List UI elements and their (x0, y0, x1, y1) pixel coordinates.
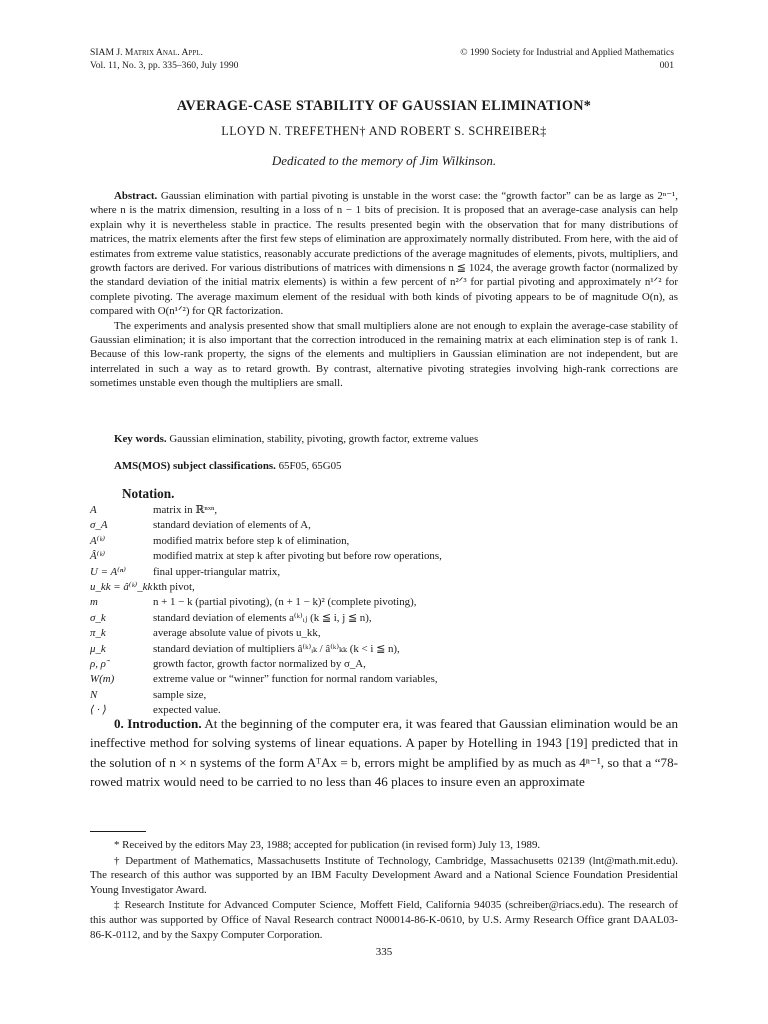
notation-definition: modified matrix before step k of elimination, (153, 534, 350, 547)
footnote-author-2: ‡ Research Institute for Advanced Computer Science, Moffett Field, California 94035 (schreiber@riacs.edu). The research of this author was supported by Office of Naval Research contract N00014-86-K-0610, by U.S. Army Research Office grant DAAL03-86-K-0112, and by the Saxpy Computer Corporation. (90, 899, 678, 941)
notation-definition: average absolute value of pivots u_kk, (153, 627, 321, 640)
notation-definition: standard deviation of elements a⁽ᵏ⁾ᵢⱼ (k ≦ i, j ≦ n), (153, 611, 372, 624)
notation-definition: expected value. (153, 704, 221, 717)
paper-title: AVERAGE-CASE STABILITY OF GAUSSIAN ELIMINATION* (176, 98, 592, 114)
notation-row (90, 565, 442, 580)
introduction-paragraph (90, 714, 678, 791)
notation-heading: Notation. (122, 486, 175, 501)
section-heading: 0. Introduction. (114, 716, 202, 731)
abstract-label: Abstract. (114, 190, 158, 202)
footnote-rule (90, 831, 146, 832)
notation-row (90, 518, 442, 533)
notation-definition: growth factor, growth factor normalized by σ_A, (153, 657, 366, 670)
dedication: Dedicated to the memory of Jim Wilkinson. (271, 153, 497, 168)
footnotes (90, 838, 678, 943)
abstract-paragraph-1 (90, 189, 678, 319)
ams-classification (114, 460, 342, 472)
notation-definition: n + 1 − k (partial pivoting), (n + 1 − k)² (complete pivoting), (153, 596, 417, 609)
notation-symbol: A⁽ᵏ⁾ (90, 534, 106, 547)
notation-symbol: μ_k (90, 642, 106, 655)
journal-volume: Vol. 11, No. 3, pp. 335–360, July 1990 (90, 60, 239, 71)
notation-row (90, 580, 442, 595)
notation-symbol: Â⁽ᵏ⁾ (90, 550, 106, 563)
notation-definition: sample size, (153, 688, 207, 701)
copyright-line: © 1990 Society for Industrial and Applied Mathematics (460, 47, 674, 58)
notation-row (90, 626, 442, 641)
notation-definition: extreme value or “winner” function for normal random variables, (153, 673, 438, 686)
notation-definition: final upper-triangular matrix, (153, 565, 281, 578)
notation-definition: kth pivot, (153, 580, 195, 593)
notation-row (90, 657, 442, 672)
notation-symbol: u_kk = â⁽ᵏ⁾_kk (90, 580, 153, 593)
article-code: 001 (659, 60, 674, 71)
journal-name: SIAM J. Matrix Anal. Appl. (90, 47, 203, 58)
paper-authors: LLOYD N. TREFETHEN† AND ROBERT S. SCHREIBER‡ (221, 124, 547, 138)
notation-definition: matrix in ℝⁿˣⁿ, (153, 504, 218, 516)
notation-symbol: σ_A (90, 519, 108, 532)
notation-row (90, 688, 442, 703)
ams-text: 65F05, 65G05 (278, 460, 342, 472)
notation-symbol: ρ, ρ̃ (90, 657, 106, 670)
notation-definition: standard deviation of elements of A, (153, 519, 311, 532)
notation-row (90, 595, 442, 610)
keywords (114, 433, 478, 445)
footnote-author-1: † Department of Mathematics, Massachusetts Institute of Technology, Cambridge, Massachusetts 02139 (lnt@math.mit.edu). The research of this author was supported by an IBM Faculty Development Award and a National Science Foundation Presidential Young Investigator Award. (90, 854, 678, 896)
ams-label: AMS(MOS) subject classifications. (114, 460, 276, 472)
journal-info (90, 46, 238, 72)
abstract-paragraph-2: The experiments and analysis presented show that small multipliers alone are not enough to explain the average-case stability of Gaussian elimination; it is also important that the correction introduced in the remaining matrix at each elimination step is of rank 1. Because of this low-rank property, the signs of the elements and multipliers in Gaussian elimination are not independent, but are interrelated in such a way as to retard growth. By contrast, alternative pivoting strategies involving high-rank corrections are sometimes unstable even though the multipliers are small. (90, 319, 678, 390)
notation-symbol: σ_k (90, 611, 106, 624)
notation-definition: standard deviation of multipliers â⁽ᵏ⁾ᵢₖ / â⁽ᵏ⁾ₖₖ (k < i ≦ n), (153, 642, 400, 655)
notation-symbol: π_k (90, 627, 106, 640)
keywords-label: Key words. (114, 433, 167, 445)
abstract-text-1: Gaussian elimination with partial pivoting is unstable in the worst case: the “growth factor” can be as large as 2ⁿ⁻¹, where n is the matrix dimension, resulting in a loss of n − 1 bits of precision. It is proposed that an average-case analysis can help explain why it is nevertheless stable in practice. The results presented begin with the observation that for many distributions of matrices, the matrix elements after the first few steps of elimination are approximately normally distributed. From here, with the aid of estimates from extreme value statistics, reasonably accurate predictions of the average magnitudes of elements, pivots, multipliers, and growth factors are derived. For various distributions of matrices with dimensions n ≦ 1024, the average growth factor (normalized by the standard deviation of the initial matrix elements) is within a few percent of n²ᐟ³ for partial pivoting and approximately n¹ᐟ² for complete pivoting. The average maximum element of the residual with both kinds of pivoting appears to be of magnitude O(n), as compared with O(n¹ᐟ²) for QR factorization. (90, 190, 678, 318)
notation-definition: modified matrix at step k after pivoting but before row operations, (153, 550, 442, 563)
page-number: 335 (375, 946, 393, 958)
abstract (90, 189, 678, 391)
notation-row (90, 549, 442, 564)
introduction-section (90, 714, 678, 791)
notation-row (90, 611, 442, 626)
notation-symbol: N (90, 688, 98, 701)
notation-row (90, 534, 442, 549)
notation-symbol: A (90, 504, 97, 516)
notation-symbol: ⟨ · ⟩ (90, 704, 107, 717)
keywords-text: Gaussian elimination, stability, pivoting, growth factor, extreme values (169, 433, 479, 445)
notation-row (90, 672, 442, 687)
notation-list (90, 503, 442, 718)
notation-row (90, 642, 442, 657)
notation-symbol: U = A⁽ⁿ⁾ (90, 565, 126, 578)
notation-row (90, 503, 442, 518)
notation-symbol: W(m) (90, 673, 115, 686)
introduction-text: At the beginning of the computer era, it was feared that Gaussian elimination would be an ineffective method for solving systems of linear equations. A paper by Hotelling in 1943 [19] predicted that in the solution of n × n systems of the form AᵀAx = b, errors might be amplified by as much as 4ⁿ⁻¹, so that a “78-rowed matrix would need to be carried to no less than 46 places to insure even an approximate (90, 716, 678, 789)
notation-symbol: m (90, 596, 98, 609)
copyright-info (460, 46, 674, 72)
footnote-received: * Received by the editors May 23, 1988; accepted for publication (in revised form) July 13, 1989. (114, 839, 541, 851)
